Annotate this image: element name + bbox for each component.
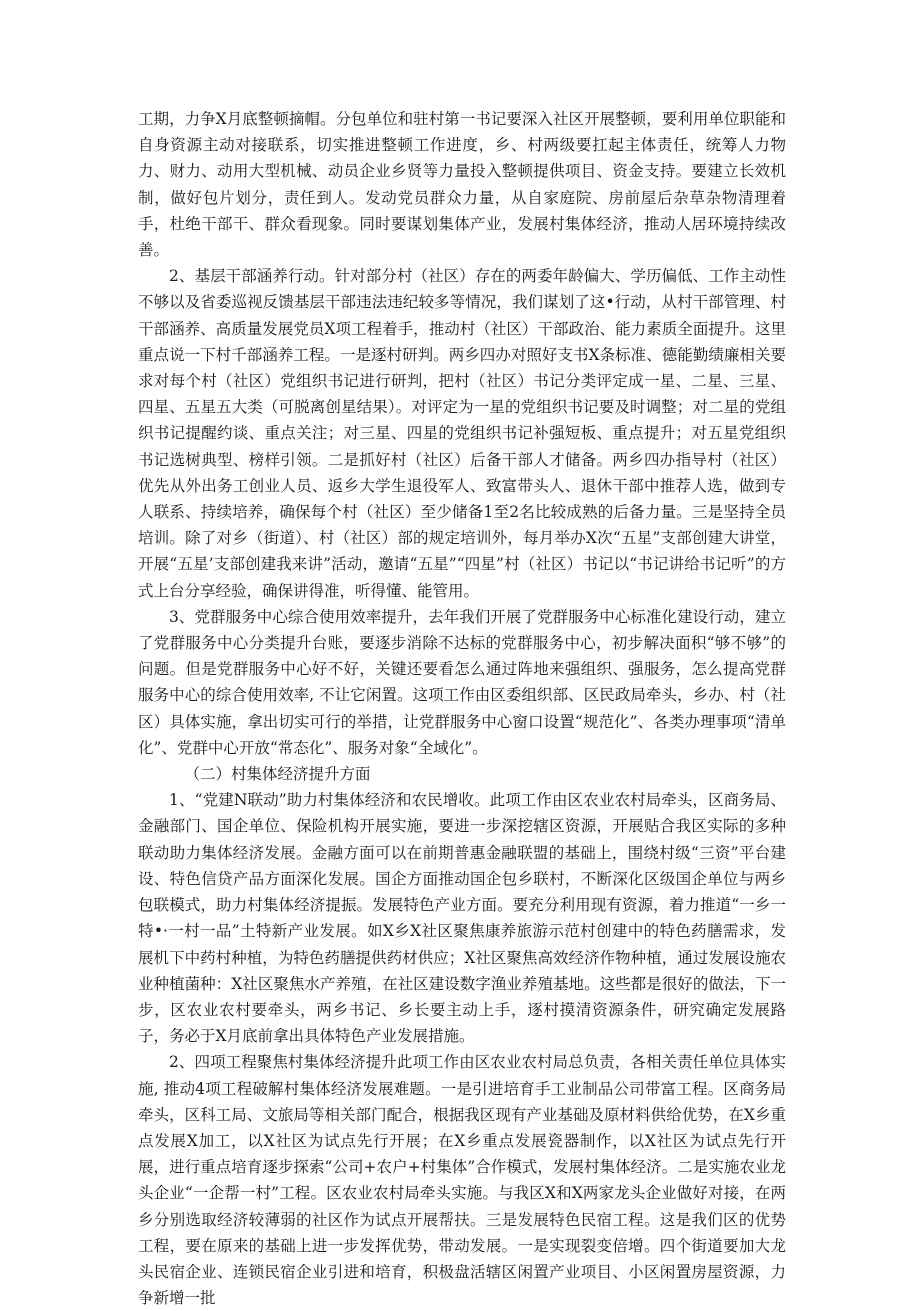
paragraph-four-projects: 2、四项工程聚焦村集体经济提升此项工作由区农业农村局总负责，各相关责任单位具体实施, 推动4项工程破解村集体经济发展难题。一是引进培育手工业制品公司带富工程。区商务局牵头，区科工局、文旅局等相关部门配合，根据我区现有产业基础及原材料供给优势，在X乡重点发展X加工，以X社区为试点先行开展；在X乡重点发展瓷器制作，以X社区为试点先行开展，进行重点培育逐步探索“公司+农户+村集体”合作模式，发展村集体经济。二是实施农业龙头企业“一企帮一村”工程。区农业农村局牵头实施。与我区X和X两家龙头企业做好对接，在两乡分别选取经济较薄弱的社区作为试点开展帮扶。三是发展特色民宿工程。这是我们区的优势工程，要在原来的基础上进一步发挥优势，带动发展。一是实现裂变倍增。四个街道要加大龙头民宿企业、连锁民宿企业引进和培育，积极盘活辖区闲置产业项目、小区闲置房屋资源，力争新增一批 (138, 1053, 786, 1308)
paragraph-linkage: 1、“党建N联动”助力村集体经济和农民增收。此项工作由区农业农村局牵头，区商务局、金融部门、国企单位、保险机构开展实施，要进一步深挖辖区资源，开展贴合我区实际的多种联动助力集体经济发展。金融方面可以在前期普惠金融联盟的基础上，围绕村级“三资”平台建设、特色信贷产品方面深化发展。国企方面推动国企包乡联村，不断深化区级国企单位与两乡包联模式，助力村集体经济提振。发展特色产业方面。要充分利用现有资源，着力推道“一乡一特•·一村一品”土特新产业发展。如X乡X社区聚焦康养旅游示范村创建中的特色药膳需求，发展机下中药村种植，为特色药膳提供药材供应；X社区聚焦高效经济作物种植，通过发展设施农业种植菌种：X社区聚焦水产养殖，在社区建设数字渔业养殖基地。这些都是很好的做法，下一步，区农业农村要牵头，两乡书记、乡长要主动上手，逐村摸清资源条件，研究确定发展路子，务必于X月底前拿出具体特色产业发展措施。 (138, 791, 786, 1046)
paragraph-service-center: 3、党群服务中心综合使用效率提升，去年我们开展了党群服务中心标准化建设行动，建立了党群服务中心分类提升台账，要逐步消除不达标的党群服务中心，初步解决面积“够不够”的问题。但是党群服务中心好不好，关键还要看怎么通过阵地来强组织、强服务，怎么提高党群服务中心的综合使用效率, 不让它闲置。这项工作由区委组织部、区民政局牵头，乡办、村（社区）具体实施，拿出切实可行的举措，让党群服务中心窗口设置“规范化”、各类办理事项“清单化”、党群中心开放“常态化”、服务对象“全域化”。 (138, 607, 786, 757)
document-body (138, 106, 786, 1311)
section-heading: （二）村集体经济提升方面 (184, 765, 371, 784)
paragraph-cadre-training: 2、基层干部涵养行动。针对部分村（社区）存在的两委年龄偏大、学历偏低、工作主动性不够以及省委巡视反馈基层干部违法违纪较多等情况，我们谋划了这•行动，从村干部管理、村干部涵养、高质量发展党员X项工程着手，推动村（社区）干部政治、能力素质全面提升。这里重点说一下村千部涵养工程。一是逐村研判。两乡四办对照好支书X条标准、德能勤绩廉相关要求对每个村（社区）党组织书记进行研判，把村（社区）书记分类评定成一星、二星、三星、四星、五星五大类（可脱离创星结果）。对评定为一星的党组织书记要及时调整；对二星的党组织书记提醒约谈、重点关注；对三星、四星的党组织书记补强短板、重点提升；对五星党组织书记选树典型、榜样引领。二是抓好村（社区）后备干部人才储备。两乡四办指导村（社区）优先从外出务工创业人员、返乡大学生退役军人、致富带头人、退休干部中推荐人选，做到专人联系、持续培养，确保每个村（社区）至少储备1至2名比较成熟的后备力量。三是坚持全员培训。除了对乡（街道）、村（社区）部的规定培训外，每月举办X次“五星”支部创建大讲堂，开展“五星’支部创建我来讲”活动，邀请“五星”“四星”村（社区）书记以“书记讲给书记听”的方式上台分享经验，确保讲得准，听得懂、能管用。 (138, 267, 786, 600)
paragraph-continuation: 工期，力争X月底整顿摘帽。分包单位和驻村第一书记要深入社区开展整顿，要利用单位职能和自身资源主动对接联系，切实推进整顿工作进度，乡、村两级要扛起主体责任，统筹人力物力、财力、动用大型机械、动员企业乡贤等力量投入整顿提供项目、资金支持。要建立长效机制，做好包片划分，责任到人。发动党员群众力量，从自家庭院、房前屋后杂草杂物清理着手，杜绝干部干、群众看现象。同时要谋划集体产业，发展村集体经济，推动人居环境持续改善。 (138, 110, 786, 260)
